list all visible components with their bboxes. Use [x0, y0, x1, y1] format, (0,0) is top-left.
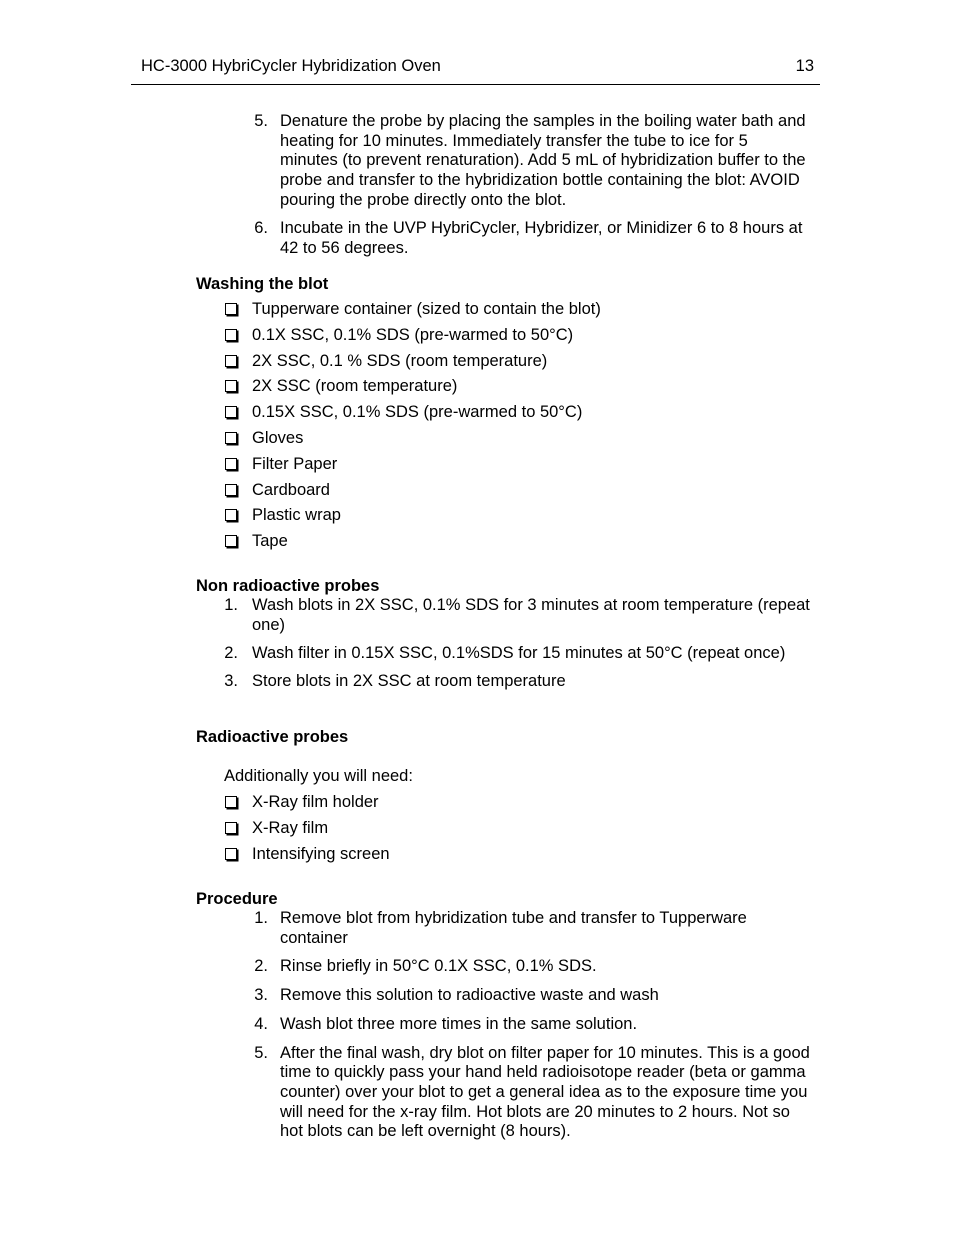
step-number: 3. — [224, 672, 238, 691]
non-radioactive-steps — [222, 596, 814, 700]
checklist-item — [224, 531, 814, 557]
checklist-item — [224, 818, 814, 844]
list-item — [250, 112, 810, 211]
step-number: 3. — [254, 986, 268, 1005]
procedure-heading: Procedure — [196, 890, 278, 908]
checklist-item — [224, 454, 814, 480]
step-text: Wash blots in 2X SSC, 0.1% SDS for 3 minutes at room temperature (repeat one) — [252, 596, 810, 634]
checklist-text: Filter Paper — [252, 454, 338, 473]
checklist-text: Plastic wrap — [252, 506, 341, 525]
checkbox-icon — [225, 796, 237, 808]
washing-checklist — [224, 299, 814, 557]
checkbox-icon — [225, 822, 237, 834]
checklist-item — [224, 299, 814, 325]
procedure-steps — [250, 909, 815, 1151]
intro-steps-list — [250, 112, 810, 267]
checklist-item — [224, 325, 814, 351]
list-item — [250, 957, 815, 977]
checkbox-icon — [225, 406, 237, 418]
step-text: Remove blot from hybridization tube and transfer to Tupperware container — [280, 909, 747, 947]
step-text: Rinse briefly in 50°C 0.1X SSC, 0.1% SDS. — [280, 957, 597, 976]
list-item — [250, 219, 810, 258]
step-number: 5. — [254, 1043, 268, 1062]
step-number: 1. — [224, 596, 238, 614]
step-text: Denature the probe by placing the samples in the boiling water bath and heating for 10 minutes. Immediately transfer the tube to ice for 5 minutes (to prevent renaturation). Add 5 mL of hybridization buffer to the probe and transfer to the hybridization bottle containing the blot: AVOID pouring the probe directly onto the blot. — [280, 112, 806, 209]
checklist-item — [224, 428, 814, 454]
checklist-text: 2X SSC (room temperature) — [252, 377, 458, 396]
checklist-text: 2X SSC, 0.1 % SDS (room temperature) — [252, 351, 548, 370]
document-title: HC-3000 HybriCycler Hybridization Oven — [141, 57, 441, 75]
radioactive-intro: Additionally you will need: — [224, 767, 413, 785]
page-number: 13 — [795, 57, 814, 75]
step-number: 2. — [254, 957, 268, 976]
step-number: 6. — [254, 219, 268, 238]
checkbox-icon — [225, 303, 237, 315]
step-text: Wash blot three more times in the same solution. — [280, 1014, 638, 1033]
checkbox-icon — [225, 509, 237, 521]
radioactive-checklist — [224, 792, 814, 869]
list-item — [250, 1015, 815, 1035]
checklist-item — [224, 351, 814, 377]
checklist-item — [224, 505, 814, 531]
checkbox-icon — [225, 380, 237, 392]
checklist-text: X-Ray film holder — [252, 793, 379, 811]
checkbox-icon — [225, 355, 237, 367]
checklist-text: Cardboard — [252, 480, 330, 499]
radioactive-heading: Radioactive probes — [196, 728, 349, 746]
step-number: 1. — [254, 909, 268, 927]
non-radioactive-heading: Non radioactive probes — [196, 577, 380, 595]
checklist-item — [224, 402, 814, 428]
checklist-text: Intensifying screen — [252, 844, 390, 863]
washing-heading: Washing the blot — [196, 275, 329, 293]
list-item — [250, 909, 815, 948]
checklist-item — [224, 480, 814, 506]
list-item — [250, 1044, 815, 1143]
checklist-text: X-Ray film — [252, 818, 329, 837]
step-text: After the final wash, dry blot on filter paper for 10 minutes. This is a good time to quickly pass your hand held radioisotope reader (beta or gamma counter) over your blot to get a general idea as to the exposure time you will need for the x-ray film. Hot blots are 20 minutes to 2 hours. Not so hot blots can be left overnight (8 hours). — [280, 1043, 810, 1141]
list-item — [222, 672, 814, 692]
checklist-text: Tupperware container (sized to contain the blot) — [252, 300, 601, 318]
checklist-text: Tape — [252, 532, 288, 551]
step-text: Store blots in 2X SSC at room temperature — [252, 672, 566, 691]
checkbox-icon — [225, 329, 237, 341]
step-number: 2. — [224, 643, 238, 662]
checklist-item — [224, 792, 814, 818]
list-item — [222, 644, 814, 664]
checklist-text: Gloves — [252, 428, 304, 447]
checklist-item — [224, 376, 814, 402]
checkbox-icon — [225, 535, 237, 547]
step-number: 4. — [254, 1014, 268, 1033]
list-item — [250, 986, 815, 1006]
step-text: Incubate in the UVP HybriCycler, Hybridizer, or Minidizer 6 to 8 hours at 42 to 56 degrees. — [280, 219, 803, 257]
checklist-text: 0.1X SSC, 0.1% SDS (pre-warmed to 50°C) — [252, 325, 574, 344]
checkbox-icon — [225, 458, 237, 470]
checkbox-icon — [225, 432, 237, 444]
checkbox-icon — [225, 848, 237, 860]
checklist-text: 0.15X SSC, 0.1% SDS (pre-warmed to 50°C) — [252, 403, 583, 422]
step-text: Remove this solution to radioactive waste and wash — [280, 986, 659, 1005]
step-text: Wash filter in 0.15X SSC, 0.1%SDS for 15 minutes at 50°C (repeat once) — [252, 643, 786, 662]
list-item — [222, 596, 814, 635]
checkbox-icon — [225, 484, 237, 496]
checklist-item — [224, 844, 814, 870]
step-number: 5. — [254, 112, 268, 130]
page-header — [131, 56, 820, 85]
